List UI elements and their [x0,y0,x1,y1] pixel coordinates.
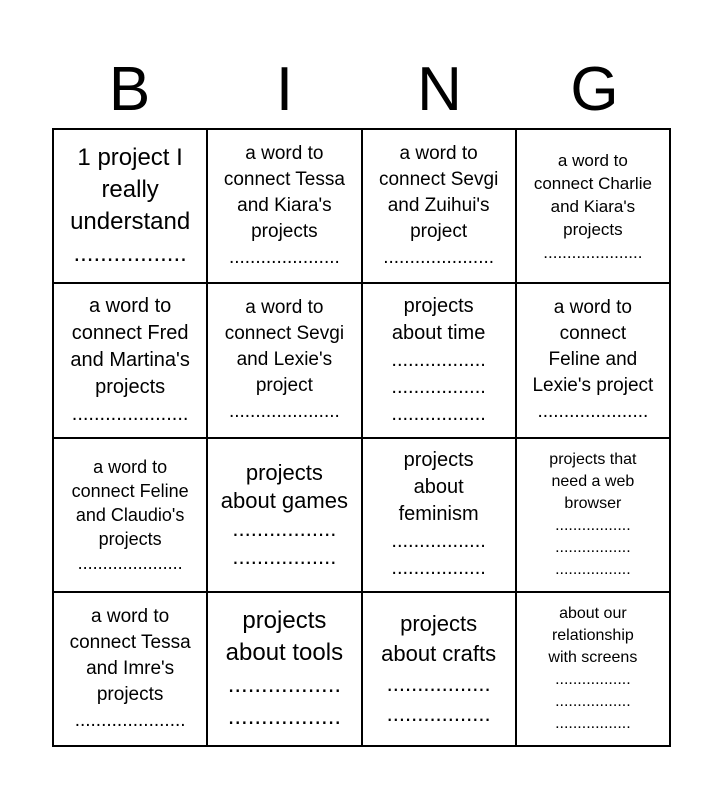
bingo-cell[interactable]: a word to connect Sevgi and Zuihui's project ..................... [363,130,517,284]
bingo-grid [52,128,671,747]
header-letter-i: I [275,55,294,124]
bingo-cell[interactable]: projects about feminism ................. ................. [363,439,517,593]
bingo-cell[interactable]: a word to connect Tessa and Imre's projects ..................... [54,593,208,747]
bingo-cell[interactable]: projects about games ................. ................. [208,439,362,593]
bingo-cell[interactable]: projects that need a web browser ................. ................. ................. [517,439,671,593]
bingo-cell[interactable]: projects about crafts ................. ................. [363,593,517,747]
bingo-cell[interactable]: a word to connect Fred and Martina's projects ..................... [54,284,208,438]
header-letter-g: G [570,55,619,124]
bingo-cell[interactable]: a word to connect Sevgi and Lexie's project ..................... [208,284,362,438]
bingo-cell[interactable]: a word to connect Charlie and Kiara's projects ..................... [517,130,671,284]
bingo-cell[interactable]: projects about time ................. ................. ................. [363,284,517,438]
bingo-cell[interactable]: 1 project I really understand ................. [54,130,208,284]
header-letter-b: B [108,55,151,124]
bingo-cell[interactable]: a word to connect Feline and Claudio's projects ..................... [54,439,208,593]
bingo-cell[interactable]: projects about tools ................. ................. [208,593,362,747]
header-letter-n: N [417,55,462,124]
bingo-header [52,52,672,128]
bingo-cell[interactable]: about our relationship with screens ................. ................. ................. [517,593,671,747]
bingo-cell[interactable]: a word to connect Feline and Lexie's project ..................... [517,284,671,438]
bingo-cell[interactable]: a word to connect Tessa and Kiara's projects ..................... [208,130,362,284]
